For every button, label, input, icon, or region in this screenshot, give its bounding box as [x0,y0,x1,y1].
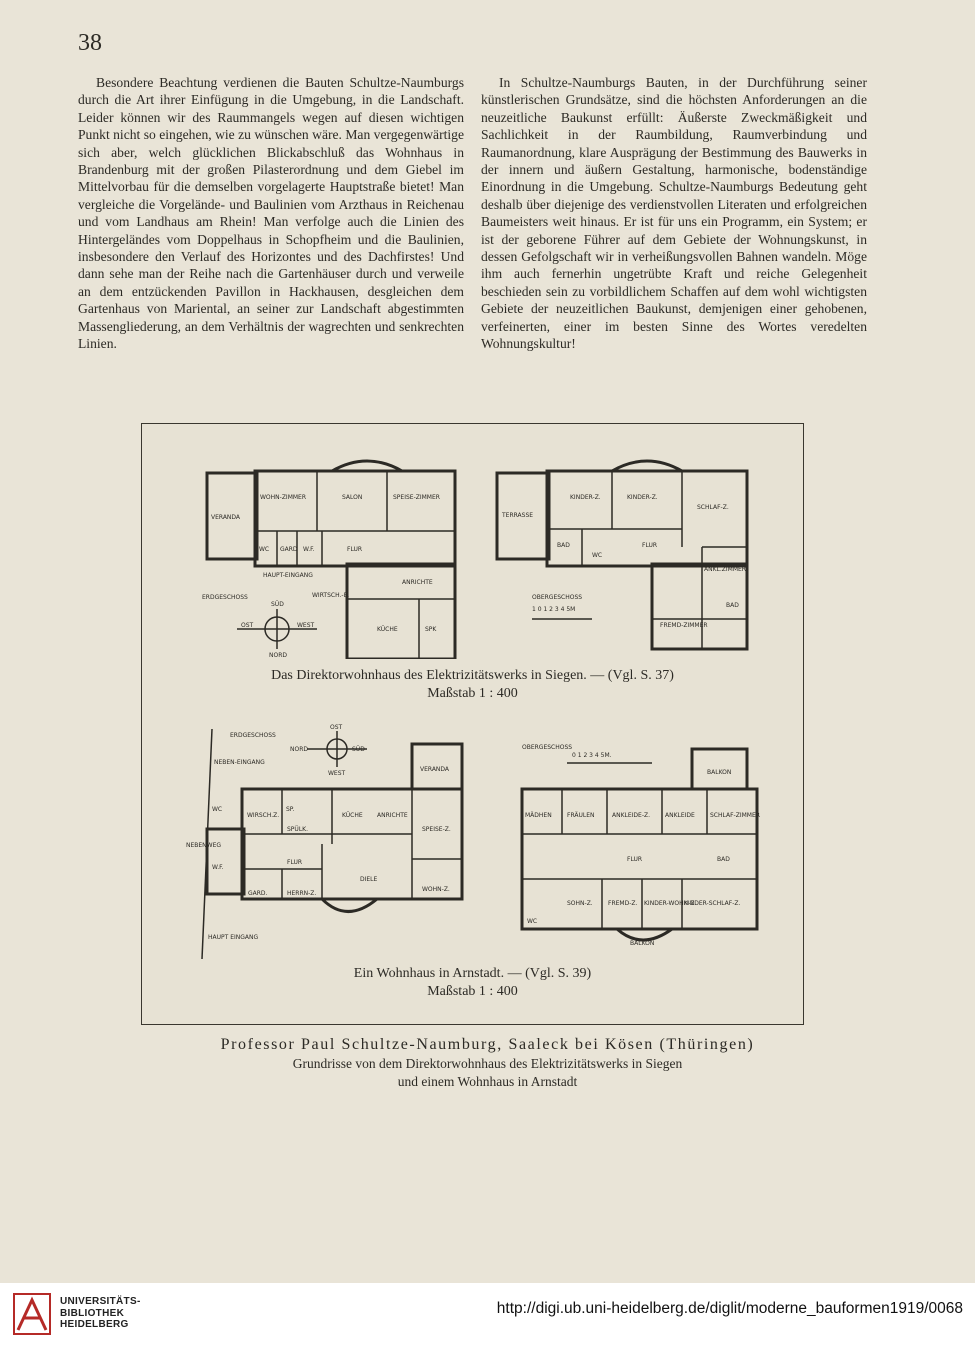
floor-label: OBERGESCHOSS [522,744,573,751]
room-label: VERANDA [420,766,450,773]
room-label: WC [212,806,223,813]
room-label: DIELE [360,876,378,883]
plate-subtitle: Grundrisse von dem Direktorwohnhaus des Elektrizitätswerks in Siegen [292,1056,683,1071]
room-label: W.F. [212,864,224,871]
room-label: WIRSCH.Z. [247,812,280,819]
room-label: TERRASSE [502,512,534,519]
room-label: WOHN-Z. [422,886,450,893]
room-label: SPÜLK. [287,826,309,833]
room-label: WC [592,552,603,559]
scale-marks: 0 1 2 3 4 5M. [572,752,612,759]
room-label: ANKLEIDE [665,812,695,819]
room-label: WIRTSCH.-E. [312,592,350,599]
room-label: FLUR [287,859,303,866]
arnstadt-ground-floor-plan [182,719,472,959]
room-label: HAUPT-EINGANG [263,572,313,579]
compass-label: NORD [269,652,287,659]
room-label: SALON [342,494,363,501]
room-label: BALKON [630,940,655,947]
plate-title: Professor Paul Schultze-Naumburg, Saaleck bei Kösen (Thüringen) [220,1036,755,1053]
room-label: WC [259,546,270,553]
room-label: WC [527,918,538,925]
room-label: KINDER-SCHLAF-Z. [684,900,741,907]
room-label: HAUPT EINGANG [208,934,259,941]
floor-label: ERDGESCHOSS [230,732,276,739]
room-label: BAD [557,542,570,549]
compass-label: WEST [297,622,315,629]
room-label: GARD [280,546,298,553]
text-column-right [481,74,867,353]
room-label: KÜCHE [342,812,363,819]
room-label: SP. [286,806,295,813]
library-name-line: BIBLIOTHEK [60,1307,125,1319]
library-name [60,1296,141,1331]
room-label: SOHN-Z. [567,900,593,907]
room-label: ANRICHTE [377,812,408,819]
room-label: NEBENWEG [186,842,222,849]
room-label: SCHLAF-ZIMMER [710,812,760,819]
room-label: ANKLEIDE-Z. [612,812,651,819]
room-label: SPEISE-ZIMMER [393,494,440,501]
floor-label: OBERGESCHOSS [532,594,583,601]
floor-label: ERDGESCHOSS [202,594,248,601]
room-label: KINDER-WOHN-Z. [644,900,697,907]
compass-label: WEST [328,770,346,777]
text-column-left [78,74,464,353]
left-paragraph: Besondere Beachtung verdienen die Bauten Schultze-Naumburgs durch die Art ihrer Einfügung in die Umgebung, in die Landschaft. Leider können wir des Raummangels wegen auf diesen wichtigen Punkt nicht so eingehen, wie zu wünschen wäre. Man vergegenwärtige sich aber, welch glücklichen Blickabschluß das Wohnhaus in Brandenburg mit der großen Pilasterordnung und dem Giebel im Mittelvorbau für die demselben vorgelagerte Hauptstraße bietet! Man vergleiche die Vorgelände- und Baulinien vom Arzthaus in Reichenau und vom Landhaus am Rhein! Man verfolge auch die Linien des Hintergeländes vom Doppelhaus in Schopfheim und die Baulinien, insbesondere den Verlauf des Horizontes und des Dachfirstes! Und dann sehe man der Reihe nach die Gartenhäuser durch und verweile an dem entzückenden Pavillon in Hackhausen, desgleichen dem Gartenhaus von Mariental, an seiner zur Landschaft abgestimmten Massengliederung, an dem Verhältnis der wagrechten und senkrechten Linien. [78,75,464,352]
room-label: ANRICHTE [402,579,433,586]
room-label: BAD [726,602,739,609]
arnstadt-scale: Maßstab 1 : 400 [427,984,518,999]
room-label: MÄDHEN [525,812,552,819]
room-label: HERRN-Z. [287,890,317,897]
floor-plan-plate [141,423,804,1025]
room-label: FLUR [347,546,363,553]
room-label: FLUR [627,856,643,863]
library-logo-icon [12,1292,52,1336]
siegen-upper-floor-plan [492,459,752,659]
arnstadt-upper-floor-plan [512,719,782,959]
room-label: FREMD-Z. [608,900,638,907]
room-label: VERANDA [211,514,241,521]
room-label: BAD [717,856,730,863]
room-label: SPEISE-Z. [422,826,451,833]
source-url-link[interactable]: http://digi.ub.uni-heidelberg.de/diglit/moderne_bauformen1919/0068 [496,1300,963,1317]
room-label: NEBEN-EINGANG [214,759,265,766]
siegen-ground-floor-plan [197,459,457,659]
siegen-scale: Maßstab 1 : 400 [427,686,518,701]
room-label: WOHN-ZIMMER [260,494,307,501]
scale-marks: 1 0 1 2 3 4 5M [532,606,576,613]
compass-label: NORD [290,746,308,753]
room-label: KINDER-Z. [627,494,658,501]
room-label: ANKL.ZIMMER [704,566,746,573]
room-label: FRÄULEN [567,812,595,819]
compass-label: SÜD [271,601,284,608]
room-label: KÜCHE [377,626,398,633]
room-label: BALKON [707,769,732,776]
room-label: KINDER-Z. [570,494,601,501]
compass-label: OST [241,622,254,629]
room-label: FLUR [642,542,658,549]
right-paragraph: In Schultze-Naumburgs Bauten, in der Durchführung seiner künstlerischen Grundsätze, sind die höchsten Anforderungen an die neuzeitliche Baukunst erfüllt: Äußerste Zweckmäßigkeit und Sachlichkeit in der Raumbildung, Raumverbindung und Raumanordnung, klare Ausprägung der Bestimmung des Bauwerks in der innern und äußern Gestaltung, harmonische, bodenständige Einordnung in die Umgebung. Schultze-Naumburgs Bedeutung geht deshalb über diejenige des verdienstvollen Literaten und erfolgreichen Baumeisters weit hinaus. Er ist für uns ein Programm, ein System; er ist der geborene Führer auf dem Gebiete der Wohnungskunst, in dessen Gefolgschaft wir in verheißungsvollen Bahnen wandeln. Möge ihm auch fernerhin ungetrübte Kraft und reiche Gelegenheit beschieden sein zu vorbildlichem Schaffen auf dem wohl wichtigsten Gebiete der neuzeitlichen Baukunst, demjenigen einer gehobenen, verfeinerten, einer im besten Sinne des Wortes veredelten Wohnungskultur! [481,75,867,352]
room-label: FREMD-ZIMMER [660,622,708,629]
room-label: GARD. [248,890,268,897]
compass-label: SÜD [352,746,365,753]
siegen-caption: Das Direktorwohnhaus des Elektrizitätswerks in Siegen. — (Vgl. S. 37) [271,668,674,683]
library-name-line: HEIDELBERG [60,1319,129,1330]
page-number: 38 [78,30,102,56]
compass-label: OST [330,724,343,731]
room-label: SPK [425,626,437,633]
arnstadt-caption: Ein Wohnhaus in Arnstadt. — (Vgl. S. 39) [353,966,592,981]
library-name-line: UNIVERSITÄTS- [60,1296,141,1307]
room-label: W.F. [303,546,315,553]
room-label: SCHLAF-Z. [697,504,729,511]
plate-subtitle: und einem Wohnhaus in Arnstadt [397,1074,578,1089]
